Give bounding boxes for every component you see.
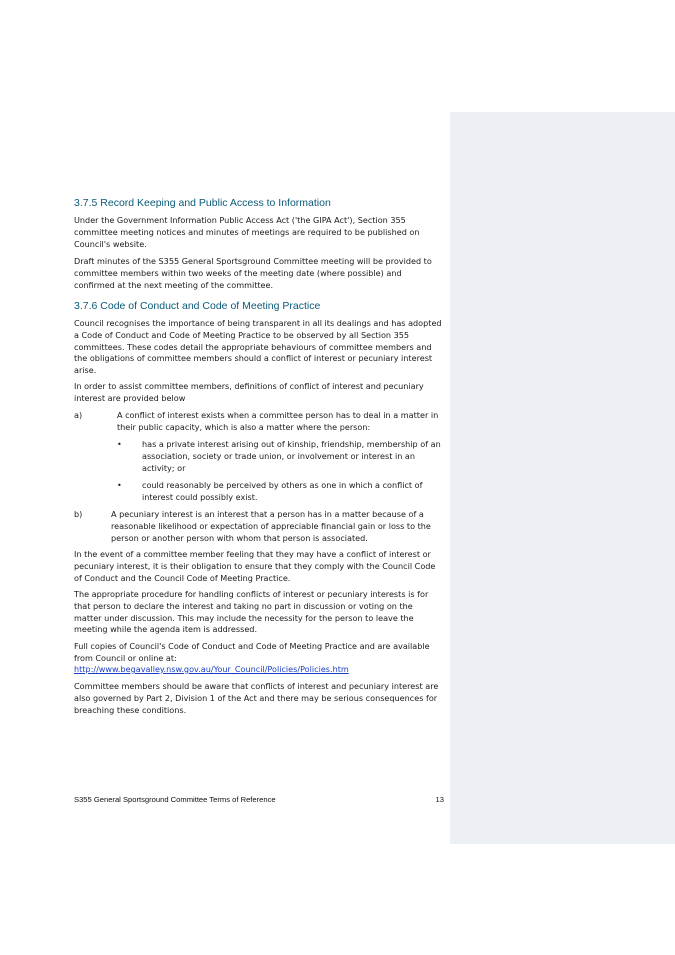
page-footer — [74, 795, 444, 804]
item-a-text: A conflict of interest exists when a committee person has to deal in a matter in their public capacity, which is also a matter where the person: — [117, 410, 439, 432]
paragraph-governed: Committee members should be aware that conflicts of interest and pecuniary interest are also governed by Part 2, Division 1 of the Act and there may be serious consequences for breaching these conditions. — [74, 681, 439, 715]
comment-pane — [450, 112, 675, 844]
bullet-2-marker: • — [117, 480, 122, 490]
paragraph-gipa: Under the Government Information Public Access Act ('the GIPA Act'), Section 355 committee meeting notices and minutes of meetings are required to be published on Council's website. — [74, 215, 420, 249]
paragraph-transparency: Council recognises the importance of being transparent in all its dealings and has adopted a Code of Conduct and Code of Meeting Practice to be observed by all Section 355 committees. These codes detail the appropriate behaviours of committee members and the obligations of committee members should a conflict of interest or pecuniary interest arise. — [74, 318, 442, 376]
policies-link-line — [74, 664, 442, 676]
footer-title: S355 General Sportsground Committee Terms of Reference — [74, 795, 276, 804]
heading-3-7-6: 3.7.6 Code of Conduct and Code of Meeting Practice — [74, 300, 321, 312]
bullet-1-text: has a private interest arising out of kinship, friendship, membership of an association, society or trade union, or involvement or interest in an activity; or — [142, 439, 441, 473]
bullet-2-text: could reasonably be perceived by others as one in which a conflict of interest could possibly exist. — [142, 480, 423, 502]
page-number: 13 — [435, 795, 444, 804]
paragraph-draft-minutes: Draft minutes of the S355 General Sportsground Committee meeting will be provided to committee members within two weeks of the meeting date (where possible) and confirmed at the next meeting of the committee. — [74, 256, 432, 290]
paragraph-definitions: In order to assist committee members, definitions of conflict of interest and pecuniary interest are provided below — [74, 381, 424, 403]
policies-link[interactable]: http://www.begavalley.nsw.gov.au/Your_Council/Policies/Policies.htm — [74, 664, 349, 674]
item-b-text: A pecuniary interest is an interest that a person has in a matter because of a reasonable likelihood or expectation of appreciable financial gain or loss to the person or another person with whom that person is associated. — [111, 509, 431, 543]
item-b-label: b) — [74, 509, 83, 519]
paragraph-procedure: The appropriate procedure for handling conflicts of interest or pecuniary interests is for that person to declare the interest and taking no part in discussion or voting on the matter under discussion. This may include the necessity for the person to leave the meeting while the agenda item is addressed. — [74, 589, 429, 635]
paragraph-full-copies: Full copies of Council's Code of Conduct and Code of Meeting Practice and are available from Council or online at: — [74, 641, 430, 663]
paragraph-obligation: In the event of a committee member feeling that they may have a conflict of interest or pecuniary interest, it is their obligation to ensure that they comply with the Council Code of Conduct and the Council Code of Meeting Practice. — [74, 549, 436, 583]
bullet-1-marker: • — [117, 439, 122, 449]
item-a-label: a) — [74, 410, 83, 420]
heading-3-7-5: 3.7.5 Record Keeping and Public Access to Information — [74, 197, 331, 209]
